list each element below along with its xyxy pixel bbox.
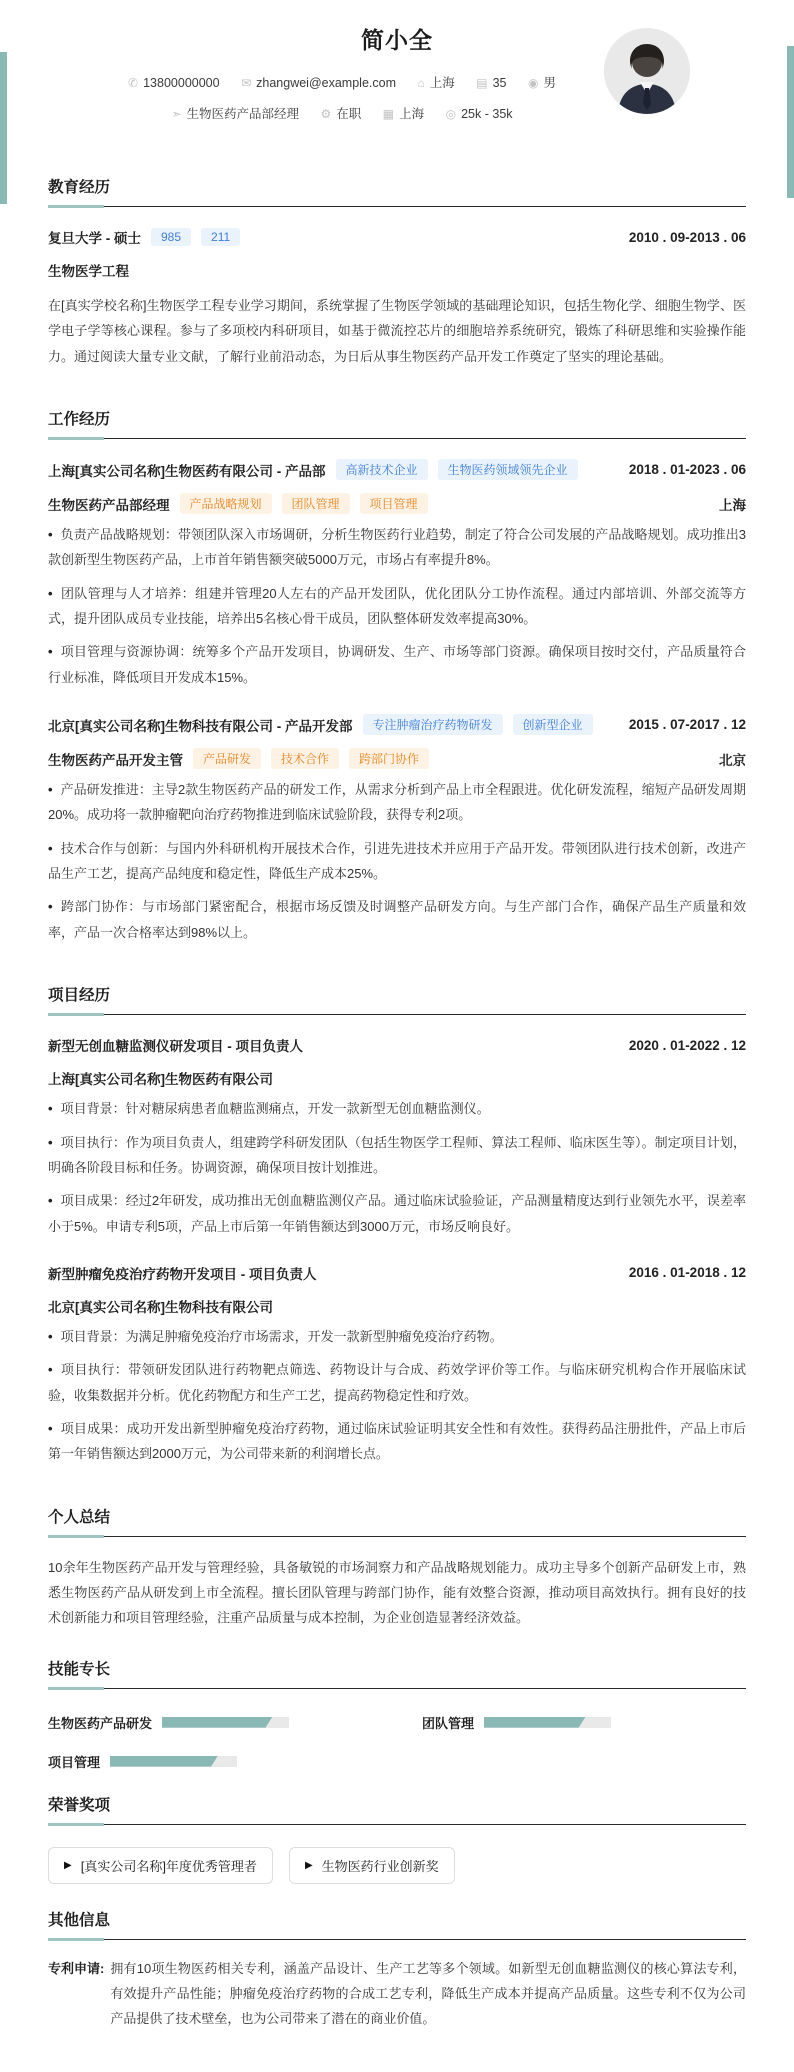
title-underline-accent xyxy=(48,1535,104,1538)
salary-icon: ◎ xyxy=(445,107,457,121)
contact-info xyxy=(48,73,636,122)
work-bullet: • 跨部门协作：与市场部门紧密配合，根据市场反馈及时调整产品研发方向。与生产部门合作，确保产品生产质量和效率，产品一次合格率达到98%以上。 xyxy=(48,899,746,940)
candidate-name: 简小全 xyxy=(361,27,433,53)
project-bullet: • 项目执行：带领研发团队进行药物靶点筛选、药物设计与合成、药效学评价等工作。与临床研究机构合作开展临床试验，收集数据并分析。优化药物配方和生产工艺，提高药物稳定性和疗效。 xyxy=(48,1362,746,1403)
skill-bar-fill xyxy=(162,1717,272,1728)
title-underline-accent xyxy=(48,1013,104,1016)
section-work xyxy=(48,407,746,945)
role-tag: 产品战略规划 xyxy=(180,493,272,514)
project-bullet: • 项目成果：经过2年研发，成功推出无创血糖监测仪产品。通过临床试验验证，产品测量精度达到行业领先水平，误差率小于5%。申请专利5项，产品上市后第一年销售额达到3000万元，市场反响良好。 xyxy=(48,1193,746,1234)
bullet-dot-icon: • xyxy=(48,1420,53,1436)
work-date: 2015 . 07-2017 . 12 xyxy=(628,717,746,733)
city-icon: ▦ xyxy=(382,107,395,121)
home-icon: ⌂ xyxy=(417,76,425,90)
section-header-education xyxy=(48,175,746,207)
phone xyxy=(128,76,220,90)
bullet-dot-icon: • xyxy=(48,585,53,601)
section-header-projects xyxy=(48,983,746,1015)
work-location: 上海 xyxy=(719,497,746,513)
bullet-dot-icon: • xyxy=(48,899,53,915)
work-entry xyxy=(48,443,746,690)
project-company: 上海[真实公司名称]生物医药有限公司 xyxy=(48,1072,273,1088)
phone-icon: ✆ xyxy=(128,76,139,90)
section-header-skills xyxy=(48,1657,746,1689)
role-tag: 产品研发 xyxy=(193,748,261,769)
skill-name: 项目管理 xyxy=(48,1754,101,1770)
gender xyxy=(528,73,556,91)
section-header-other xyxy=(48,1908,746,1940)
bullet-dot-icon: • xyxy=(48,1328,53,1344)
project-date: 2020 . 01-2022 . 12 xyxy=(628,1037,746,1053)
honor-item-innovation-award[interactable] xyxy=(289,1847,455,1884)
company-name: 北京[真实公司名称]生物科技有限公司 - 产品开发部 xyxy=(48,718,353,734)
left-accent-bar xyxy=(0,52,7,204)
contact-row-2 xyxy=(48,104,636,122)
right-accent-bar xyxy=(787,46,794,198)
resume-header xyxy=(48,16,746,149)
job-status xyxy=(321,104,362,122)
email-icon: ✉ xyxy=(241,76,252,90)
gender-value: 男 xyxy=(543,76,556,90)
skill-bar-fill xyxy=(110,1756,218,1767)
profile-photo xyxy=(604,28,690,114)
project-name: 新型肿瘤免疫治疗药物开发项目 - 项目负责人 xyxy=(48,1266,317,1282)
job-title: 生物医药产品部经理 xyxy=(48,497,170,513)
expected-salary-value: 25k - 35k xyxy=(461,107,513,121)
skill-name: 团队管理 xyxy=(422,1715,475,1731)
bullet-dot-icon: • xyxy=(48,1134,53,1150)
role-tag: 项目管理 xyxy=(360,493,428,514)
section-honors xyxy=(48,1793,746,1884)
section-skills xyxy=(48,1657,746,1771)
education-date: 2010 . 09-2013 . 06 xyxy=(628,229,746,245)
section-header-work xyxy=(48,407,746,439)
work-date: 2018 . 01-2023 . 06 xyxy=(628,462,746,478)
company-name: 上海[真实公司名称]生物医药有限公司 - 产品部 xyxy=(48,463,326,479)
project-bullet: • 项目执行：作为项目负责人，组建跨学科研发团队（包括生物医学工程师、算法工程师、临床医生等）。制定项目计划，明确各阶段目标和任务。协调资源，确保项目按计划推进。 xyxy=(48,1134,746,1175)
age-icon: ▤ xyxy=(476,76,488,90)
job-intention xyxy=(171,104,299,122)
project-bullet: • 项目背景：为满足肿瘤免疫治疗市场需求，开发一款新型肿瘤免疫治疗药物。 xyxy=(48,1328,503,1344)
role-tag: 团队管理 xyxy=(282,493,350,514)
gender-icon: ◉ xyxy=(527,76,539,90)
role-tag: 跨部门协作 xyxy=(349,748,429,769)
target-city xyxy=(383,104,424,122)
project-bullet: • 项目成果：成功开发出新型肿瘤免疫治疗药物，通过临床试验证明其安全性和有效性。获得药品注册批件，产品上市后第一年销售额达到2000万元，为公司带来新的利润增长点。 xyxy=(48,1420,746,1462)
title-underline-accent xyxy=(48,1823,104,1826)
skill-item xyxy=(422,1713,746,1732)
bullet-dot-icon: • xyxy=(48,644,53,660)
job-intention-value: 生物医药产品部经理 xyxy=(186,107,300,121)
section-title: 技能专长 xyxy=(48,1660,111,1678)
target-city-value: 上海 xyxy=(399,107,425,121)
section-header-summary xyxy=(48,1505,746,1537)
triangle-icon: ▶ xyxy=(304,1859,313,1871)
project-entry xyxy=(48,1239,746,1467)
bullet-dot-icon: • xyxy=(48,840,53,856)
phone-value: 13800000000 xyxy=(143,76,220,90)
project-bullets xyxy=(48,1096,746,1239)
summary-text: 10余年生物医药产品开发与管理经验，具备敏锐的市场洞察力和产品战略规划能力。成功主导多个创新产品研发上市，熟悉生物医药产品从研发到上市全流程。擅长团队管理与跨部门协作，能有效整合资源，推动项目高效执行。拥有良好的技术创新能力和项目管理经验，注重产品质量与成本控制，为企业创造显著经济效益。 xyxy=(48,1559,746,1626)
work-bullets xyxy=(48,522,746,690)
position-icon: ➣ xyxy=(171,107,182,121)
work-bullet: • 项目管理与资源协调：统筹多个产品开发项目，协调研发、生产、市场等部门资源。确保项目按时交付，产品质量符合行业标准，降低项目开发成本15%。 xyxy=(48,644,746,685)
school-badge-211: 211 xyxy=(201,228,240,246)
work-bullet: • 技术合作与创新：与国内外科研机构开展技术合作，引进先进技术并应用于产品开发。带领团队进行技术创新，改进产品生产工艺，提高产品纯度和稳定性，降低生产成本25%。 xyxy=(48,840,746,882)
person-silhouette-icon xyxy=(604,28,690,114)
bullet-dot-icon: • xyxy=(48,1193,53,1209)
section-education xyxy=(48,175,746,369)
skill-item xyxy=(48,1752,372,1771)
work-location: 北京 xyxy=(719,752,746,768)
work-bullet: • 负责产品战略规划：带领团队深入市场调研，分析生物医药行业趋势，制定了符合公司发展的产品战略规划。成功推出3款创新型生物医药产品，上市首年销售额突破5000万元，市场占有率提升8%。 xyxy=(48,527,746,568)
title-underline-accent xyxy=(48,205,104,208)
section-title: 工作经历 xyxy=(48,411,111,429)
section-header-honors xyxy=(48,1793,746,1825)
age xyxy=(476,76,506,90)
location xyxy=(417,73,454,91)
status-icon: ⚙ xyxy=(320,107,332,121)
skill-bar-fill xyxy=(484,1717,586,1728)
major: 生物医学工程 xyxy=(48,264,129,279)
project-company: 北京[真实公司名称]生物科技有限公司 xyxy=(48,1299,273,1315)
honor-item-manager-award[interactable] xyxy=(48,1847,273,1884)
skill-bar xyxy=(110,1756,237,1767)
role-tag: 技术合作 xyxy=(271,748,339,769)
company-badge: 生物医药领域领先企业 xyxy=(438,459,578,480)
age-value: 35 xyxy=(492,76,507,90)
section-title: 教育经历 xyxy=(48,179,111,196)
title-underline-accent xyxy=(48,1687,104,1690)
skill-bar xyxy=(484,1717,611,1728)
company-badge: 创新型企业 xyxy=(513,714,593,735)
honor-list xyxy=(48,1829,746,1884)
location-value: 上海 xyxy=(429,76,455,90)
work-bullets xyxy=(48,777,746,945)
honor-label: [真实公司名称]年度优秀管理者 xyxy=(80,1858,257,1874)
project-bullet: • 项目背景：针对糖尿病患者血糖监测痛点，开发一款新型无创血糖监测仪。 xyxy=(48,1101,490,1117)
skill-bar xyxy=(162,1717,289,1728)
email-value: zhangwei@example.com xyxy=(256,76,396,90)
contact-row-1 xyxy=(48,73,636,91)
patent-text: 拥有10项生物医药相关专利，涵盖产品设计、生产工艺等多个领域。如新型无创血糖监测仪的核心算法专利，有效提升产品性能；肿瘤免疫治疗药物的合成工艺专利，降低生产成本并提高产品质量。这些专利不仅为公司产品提供了技术壁垒，也为公司带来了潜在的商业价值。 xyxy=(110,1960,746,2027)
bullet-dot-icon: • xyxy=(48,1362,53,1378)
school-name: 复旦大学 - 硕士 xyxy=(48,231,141,246)
section-title: 项目经历 xyxy=(48,987,111,1005)
job-title: 生物医药产品开发主管 xyxy=(48,752,183,768)
expected-salary xyxy=(446,107,513,121)
honor-label: 生物医药行业创新奖 xyxy=(321,1858,439,1874)
skills-grid xyxy=(48,1693,746,1771)
project-date: 2016 . 01-2018 . 12 xyxy=(628,1265,746,1281)
project-name: 新型无创血糖监测仪研发项目 - 项目负责人 xyxy=(48,1039,303,1055)
section-title: 其他信息 xyxy=(48,1911,111,1929)
section-summary xyxy=(48,1505,746,1631)
bullet-dot-icon: • xyxy=(48,527,53,543)
project-entry xyxy=(48,1019,746,1239)
bullet-dot-icon: • xyxy=(48,782,53,798)
education-entry xyxy=(48,211,746,369)
section-title: 个人总结 xyxy=(48,1508,111,1526)
work-bullet: • 团队管理与人才培养：组建并管理20人左右的产品开发团队，优化团队分工协作流程。通过内部培训、外部交流等方式，提升团队成员专业技能，培养出5名核心骨干成员，团队整体研发效率提高30%。 xyxy=(48,585,746,627)
education-description: 在[真实学校名称]生物医学工程专业学习期间，系统掌握了生物医学领域的基础理论知识，包括生物化学、细胞生物学、医学电子学等核心课程。参与了多项校内科研项目，如基于微流控芯片的细胞培养系统研究，锻炼了科研思维和实验操作能力。通过阅读大量专业文献，了解行业前沿动态，为日后从事生物医药产品开发工作奠定了坚实的理论基础。 xyxy=(48,298,746,364)
bullet-dot-icon: • xyxy=(48,1101,53,1117)
skill-name: 生物医药产品研发 xyxy=(48,1715,153,1731)
title-underline-accent xyxy=(48,1938,104,1941)
company-badge: 专注肿瘤治疗药物研发 xyxy=(363,714,503,735)
project-bullets xyxy=(48,1324,746,1467)
school-badge-985: 985 xyxy=(151,228,191,246)
patent-label: 专利申请: xyxy=(48,1960,105,1976)
patent-info xyxy=(48,1956,746,2032)
work-bullet: • 产品研发推进：主导2款生物医药产品的研发工作，从需求分析到产品上市全程跟进。优化研发流程，缩短产品研发周期20%。成功将一款肿瘤靶向治疗药物推进到临床试验阶段，获得专利2项。 xyxy=(48,782,746,823)
triangle-icon: ▶ xyxy=(64,1859,72,1871)
job-status-value: 在职 xyxy=(336,107,362,121)
skill-item xyxy=(48,1713,372,1732)
title-underline-accent xyxy=(48,437,104,440)
work-entry xyxy=(48,690,746,945)
section-other xyxy=(48,1908,746,2032)
email xyxy=(241,76,396,90)
section-projects xyxy=(48,983,746,1466)
company-badge: 高新技术企业 xyxy=(336,459,428,480)
section-title: 荣誉奖项 xyxy=(48,1796,111,1814)
